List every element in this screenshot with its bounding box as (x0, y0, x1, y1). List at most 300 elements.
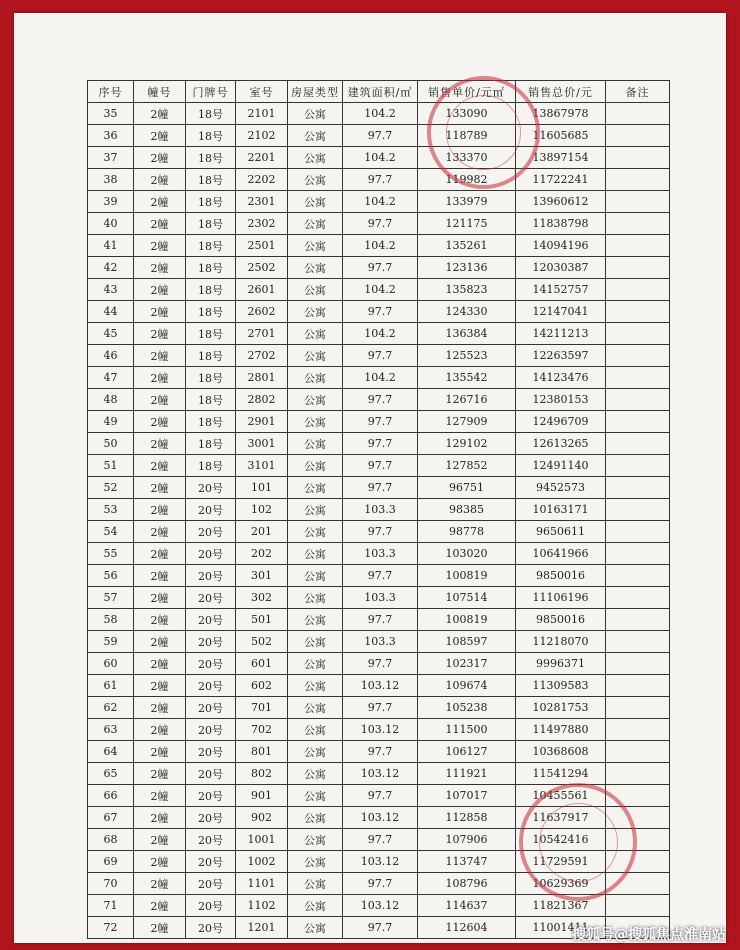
table-cell: 2幢 (134, 477, 186, 499)
table-cell: 20号 (186, 763, 236, 785)
table-row (88, 785, 670, 807)
table-cell: 97.7 (343, 697, 418, 719)
table-cell: 97.7 (343, 917, 418, 939)
table-cell (606, 235, 670, 257)
table-cell: 9996371 (516, 653, 606, 675)
table-cell (606, 257, 670, 279)
table-cell: 49 (88, 411, 134, 433)
table-cell: 106127 (418, 741, 516, 763)
table-cell: 112604 (418, 917, 516, 939)
table-row (88, 499, 670, 521)
table-cell: 97.7 (343, 345, 418, 367)
table-row (88, 103, 670, 125)
table-cell: 2601 (236, 279, 288, 301)
table-cell: 125523 (418, 345, 516, 367)
table-cell: 18号 (186, 323, 236, 345)
table-cell: 50 (88, 433, 134, 455)
table-row (88, 257, 670, 279)
table-cell: 20号 (186, 873, 236, 895)
table-cell: 13867978 (516, 103, 606, 125)
table-cell: 公寓 (288, 345, 343, 367)
table-cell: 54 (88, 521, 134, 543)
table-cell: 20号 (186, 565, 236, 587)
table-cell: 56 (88, 565, 134, 587)
table-cell: 601 (236, 653, 288, 675)
table-cell: 1102 (236, 895, 288, 917)
table-cell: 18号 (186, 411, 236, 433)
table-cell: 103.3 (343, 499, 418, 521)
table-cell (606, 169, 670, 191)
table-cell: 公寓 (288, 587, 343, 609)
table-cell: 2幢 (134, 125, 186, 147)
table-row (88, 829, 670, 851)
table-cell (606, 565, 670, 587)
table-cell: 104.2 (343, 323, 418, 345)
table-cell (606, 521, 670, 543)
table-cell: 121175 (418, 213, 516, 235)
table-row (88, 543, 670, 565)
table-cell: 103020 (418, 543, 516, 565)
column-header: 房屋类型 (288, 81, 343, 103)
table-cell: 2幢 (134, 235, 186, 257)
table-cell: 公寓 (288, 851, 343, 873)
table-cell: 12380153 (516, 389, 606, 411)
table-cell: 20号 (186, 587, 236, 609)
table-cell: 20号 (186, 851, 236, 873)
table-cell: 公寓 (288, 895, 343, 917)
table-row (88, 345, 670, 367)
table-cell: 133979 (418, 191, 516, 213)
table-cell: 72 (88, 917, 134, 939)
table-cell: 66 (88, 785, 134, 807)
table-cell: 18号 (186, 169, 236, 191)
table-cell: 13960612 (516, 191, 606, 213)
table-cell: 12613265 (516, 433, 606, 455)
table-cell: 97.7 (343, 477, 418, 499)
table-cell: 133370 (418, 147, 516, 169)
table-cell: 97.7 (343, 433, 418, 455)
table-cell: 12030387 (516, 257, 606, 279)
table-cell: 11605685 (516, 125, 606, 147)
table-cell: 2幢 (134, 367, 186, 389)
table-cell: 2幢 (134, 191, 186, 213)
table-cell (606, 543, 670, 565)
table-cell: 97.7 (343, 455, 418, 477)
table-cell: 101 (236, 477, 288, 499)
table-cell: 97.7 (343, 521, 418, 543)
table-cell (606, 587, 670, 609)
table-cell: 公寓 (288, 125, 343, 147)
table-cell: 12263597 (516, 345, 606, 367)
table-cell: 14094196 (516, 235, 606, 257)
table-cell (606, 147, 670, 169)
column-header: 建筑面积/㎡ (343, 81, 418, 103)
table-cell: 37 (88, 147, 134, 169)
table-cell: 公寓 (288, 235, 343, 257)
table-cell: 2幢 (134, 433, 186, 455)
table-cell: 97.7 (343, 301, 418, 323)
price-table (87, 80, 670, 939)
table-row (88, 433, 670, 455)
watermark-text: 搜狐号@搜狐焦点淮南站 (572, 927, 726, 943)
table-row (88, 301, 670, 323)
table-cell: 60 (88, 653, 134, 675)
table-cell: 39 (88, 191, 134, 213)
table-cell (606, 499, 670, 521)
table-cell (606, 433, 670, 455)
table-cell (606, 741, 670, 763)
table-row (88, 191, 670, 213)
table-cell: 69 (88, 851, 134, 873)
table-cell: 2幢 (134, 741, 186, 763)
table-cell (606, 653, 670, 675)
table-cell: 501 (236, 609, 288, 631)
table-cell: 2幢 (134, 279, 186, 301)
table-cell: 105238 (418, 697, 516, 719)
table-row (88, 653, 670, 675)
table-cell: 20号 (186, 631, 236, 653)
table-cell: 104.2 (343, 103, 418, 125)
table-cell: 103.12 (343, 763, 418, 785)
table-cell (606, 411, 670, 433)
table-cell: 公寓 (288, 477, 343, 499)
table-cell: 公寓 (288, 455, 343, 477)
table-cell: 公寓 (288, 147, 343, 169)
table-row (88, 851, 670, 873)
table-cell: 2501 (236, 235, 288, 257)
table-cell (606, 851, 670, 873)
table-cell: 35 (88, 103, 134, 125)
table-cell: 20号 (186, 499, 236, 521)
table-cell: 2幢 (134, 917, 186, 939)
table-cell: 18号 (186, 191, 236, 213)
table-cell: 70 (88, 873, 134, 895)
table-cell: 201 (236, 521, 288, 543)
table-cell: 114637 (418, 895, 516, 917)
table-cell: 公寓 (288, 609, 343, 631)
table-cell: 公寓 (288, 323, 343, 345)
table-cell: 57 (88, 587, 134, 609)
table-cell: 9650611 (516, 521, 606, 543)
table-cell (606, 895, 670, 917)
table-cell: 104.2 (343, 235, 418, 257)
table-cell: 11309583 (516, 675, 606, 697)
table-cell: 702 (236, 719, 288, 741)
table-cell: 2502 (236, 257, 288, 279)
table-cell: 103.3 (343, 631, 418, 653)
table-cell: 2幢 (134, 851, 186, 873)
table-cell: 98778 (418, 521, 516, 543)
table-cell: 18号 (186, 389, 236, 411)
table-cell: 104.2 (343, 147, 418, 169)
table-cell (606, 125, 670, 147)
table-cell: 公寓 (288, 367, 343, 389)
table-cell: 2702 (236, 345, 288, 367)
table-cell: 97.7 (343, 257, 418, 279)
table-cell: 18号 (186, 147, 236, 169)
table-cell: 104.2 (343, 279, 418, 301)
table-cell: 2幢 (134, 719, 186, 741)
table-row (88, 565, 670, 587)
table-cell: 2幢 (134, 323, 186, 345)
table-header-row (88, 81, 670, 103)
table-cell: 10368608 (516, 741, 606, 763)
table-cell: 12147041 (516, 301, 606, 323)
table-cell (606, 785, 670, 807)
table-cell: 10641966 (516, 543, 606, 565)
table-cell: 55 (88, 543, 134, 565)
table-cell: 41 (88, 235, 134, 257)
table-cell (606, 829, 670, 851)
table-cell: 52 (88, 477, 134, 499)
table-cell: 10542416 (516, 829, 606, 851)
table-cell: 13897154 (516, 147, 606, 169)
table-cell: 20号 (186, 829, 236, 851)
table-cell: 48 (88, 389, 134, 411)
table-cell: 2幢 (134, 763, 186, 785)
table-cell: 61 (88, 675, 134, 697)
table-cell: 97.7 (343, 873, 418, 895)
table-cell: 2幢 (134, 455, 186, 477)
table-cell: 2幢 (134, 807, 186, 829)
table-cell: 103.12 (343, 807, 418, 829)
table-cell: 18号 (186, 301, 236, 323)
table-cell: 10163171 (516, 499, 606, 521)
table-cell: 11106196 (516, 587, 606, 609)
table-cell: 2幢 (134, 587, 186, 609)
table-cell: 公寓 (288, 543, 343, 565)
table-cell: 公寓 (288, 499, 343, 521)
table-cell: 20号 (186, 785, 236, 807)
table-cell: 20号 (186, 653, 236, 675)
table-cell: 103.12 (343, 675, 418, 697)
table-cell: 公寓 (288, 103, 343, 125)
table-cell: 129102 (418, 433, 516, 455)
table-cell: 98385 (418, 499, 516, 521)
table-cell: 2幢 (134, 411, 186, 433)
table-cell: 公寓 (288, 191, 343, 213)
table-cell (606, 103, 670, 125)
table-cell: 135823 (418, 279, 516, 301)
table-cell: 123136 (418, 257, 516, 279)
table-cell: 10281753 (516, 697, 606, 719)
table-cell: 2701 (236, 323, 288, 345)
table-cell: 602 (236, 675, 288, 697)
table-row (88, 631, 670, 653)
table-cell: 20号 (186, 609, 236, 631)
table-row (88, 675, 670, 697)
table-cell: 2幢 (134, 895, 186, 917)
table-cell: 97.7 (343, 785, 418, 807)
table-cell: 97.7 (343, 213, 418, 235)
column-header: 室号 (236, 81, 288, 103)
table-cell: 2幢 (134, 609, 186, 631)
table-cell: 3001 (236, 433, 288, 455)
table-cell: 136384 (418, 323, 516, 345)
table-cell: 2幢 (134, 565, 186, 587)
table-cell (606, 477, 670, 499)
table-row (88, 235, 670, 257)
table-cell: 2幢 (134, 147, 186, 169)
column-header: 序号 (88, 81, 134, 103)
table-cell: 11541294 (516, 763, 606, 785)
table-cell: 124330 (418, 301, 516, 323)
table-cell: 104.2 (343, 367, 418, 389)
table-row (88, 411, 670, 433)
column-header: 幢号 (134, 81, 186, 103)
table-cell: 109674 (418, 675, 516, 697)
table-row (88, 521, 670, 543)
table-cell: 20号 (186, 807, 236, 829)
table-cell: 46 (88, 345, 134, 367)
table-cell: 18号 (186, 367, 236, 389)
table-cell: 9452573 (516, 477, 606, 499)
table-cell: 3101 (236, 455, 288, 477)
table-row (88, 367, 670, 389)
table-cell: 公寓 (288, 873, 343, 895)
table-cell: 2901 (236, 411, 288, 433)
table-cell: 20号 (186, 895, 236, 917)
column-header: 门牌号 (186, 81, 236, 103)
table-cell: 64 (88, 741, 134, 763)
table-cell: 113747 (418, 851, 516, 873)
table-cell: 20号 (186, 477, 236, 499)
table-cell: 2302 (236, 213, 288, 235)
table-cell: 2幢 (134, 829, 186, 851)
table-cell: 127852 (418, 455, 516, 477)
table-cell: 14123476 (516, 367, 606, 389)
table-cell: 103.3 (343, 543, 418, 565)
table-cell: 公寓 (288, 389, 343, 411)
table-cell: 107017 (418, 785, 516, 807)
table-cell: 107906 (418, 829, 516, 851)
table-cell: 11821367 (516, 895, 606, 917)
table-cell: 133090 (418, 103, 516, 125)
table-row (88, 125, 670, 147)
table-row (88, 213, 670, 235)
table-cell: 14211213 (516, 323, 606, 345)
table-cell: 11838798 (516, 213, 606, 235)
table-cell (606, 675, 670, 697)
table-cell: 108796 (418, 873, 516, 895)
table-cell: 2幢 (134, 301, 186, 323)
table-row (88, 279, 670, 301)
table-cell (606, 455, 670, 477)
table-row (88, 169, 670, 191)
table-cell: 公寓 (288, 697, 343, 719)
table-cell: 45 (88, 323, 134, 345)
table-cell: 公寓 (288, 301, 343, 323)
table-cell: 100819 (418, 609, 516, 631)
table-cell: 68 (88, 829, 134, 851)
table-cell: 97.7 (343, 829, 418, 851)
table-cell: 111500 (418, 719, 516, 741)
table-cell: 71 (88, 895, 134, 917)
table-cell: 10455561 (516, 785, 606, 807)
table-cell: 公寓 (288, 763, 343, 785)
table-cell: 58 (88, 609, 134, 631)
table-cell: 2802 (236, 389, 288, 411)
table-cell: 126716 (418, 389, 516, 411)
table-cell: 43 (88, 279, 134, 301)
table-cell (606, 323, 670, 345)
table-row (88, 587, 670, 609)
table-cell: 112858 (418, 807, 516, 829)
table-row (88, 873, 670, 895)
table-cell: 2202 (236, 169, 288, 191)
table-cell: 901 (236, 785, 288, 807)
table-cell: 97.7 (343, 411, 418, 433)
table-cell: 10629369 (516, 873, 606, 895)
table-cell (606, 763, 670, 785)
table-cell: 公寓 (288, 807, 343, 829)
table-cell: 108597 (418, 631, 516, 653)
table-cell: 公寓 (288, 521, 343, 543)
table-cell (606, 697, 670, 719)
table-cell: 公寓 (288, 213, 343, 235)
table-cell: 47 (88, 367, 134, 389)
table-cell: 11218070 (516, 631, 606, 653)
table-cell: 42 (88, 257, 134, 279)
table-cell: 公寓 (288, 565, 343, 587)
table-cell: 2幢 (134, 543, 186, 565)
table-cell: 44 (88, 301, 134, 323)
table-cell: 2幢 (134, 213, 186, 235)
table-cell (606, 719, 670, 741)
table-cell (606, 345, 670, 367)
table-cell: 12491140 (516, 455, 606, 477)
table-cell (606, 631, 670, 653)
table-cell (606, 213, 670, 235)
table-cell: 2幢 (134, 257, 186, 279)
table-cell: 97.7 (343, 389, 418, 411)
table-cell: 135261 (418, 235, 516, 257)
table-cell: 11637917 (516, 807, 606, 829)
table-cell: 公寓 (288, 631, 343, 653)
table-cell: 2幢 (134, 873, 186, 895)
table-cell: 36 (88, 125, 134, 147)
table-cell: 11001411 (516, 917, 606, 939)
table-cell: 9850016 (516, 609, 606, 631)
table-cell: 103.12 (343, 851, 418, 873)
table-cell: 公寓 (288, 719, 343, 741)
table-cell: 公寓 (288, 917, 343, 939)
table-cell: 111921 (418, 763, 516, 785)
table-row (88, 741, 670, 763)
table-cell: 2幢 (134, 499, 186, 521)
table-cell: 9850016 (516, 565, 606, 587)
table-cell: 公寓 (288, 829, 343, 851)
table-cell: 2幢 (134, 785, 186, 807)
table-cell: 18号 (186, 455, 236, 477)
document-page (14, 13, 726, 943)
table-cell: 502 (236, 631, 288, 653)
table-row (88, 147, 670, 169)
table-row (88, 697, 670, 719)
column-header: 销售总价/元 (516, 81, 606, 103)
table-cell: 公寓 (288, 257, 343, 279)
table-cell: 18号 (186, 103, 236, 125)
table-cell: 2幢 (134, 675, 186, 697)
table-cell: 59 (88, 631, 134, 653)
table-cell: 20号 (186, 697, 236, 719)
table-row (88, 455, 670, 477)
table-cell: 63 (88, 719, 134, 741)
table-cell: 2201 (236, 147, 288, 169)
table-cell: 302 (236, 587, 288, 609)
table-cell: 53 (88, 499, 134, 521)
table-cell: 67 (88, 807, 134, 829)
